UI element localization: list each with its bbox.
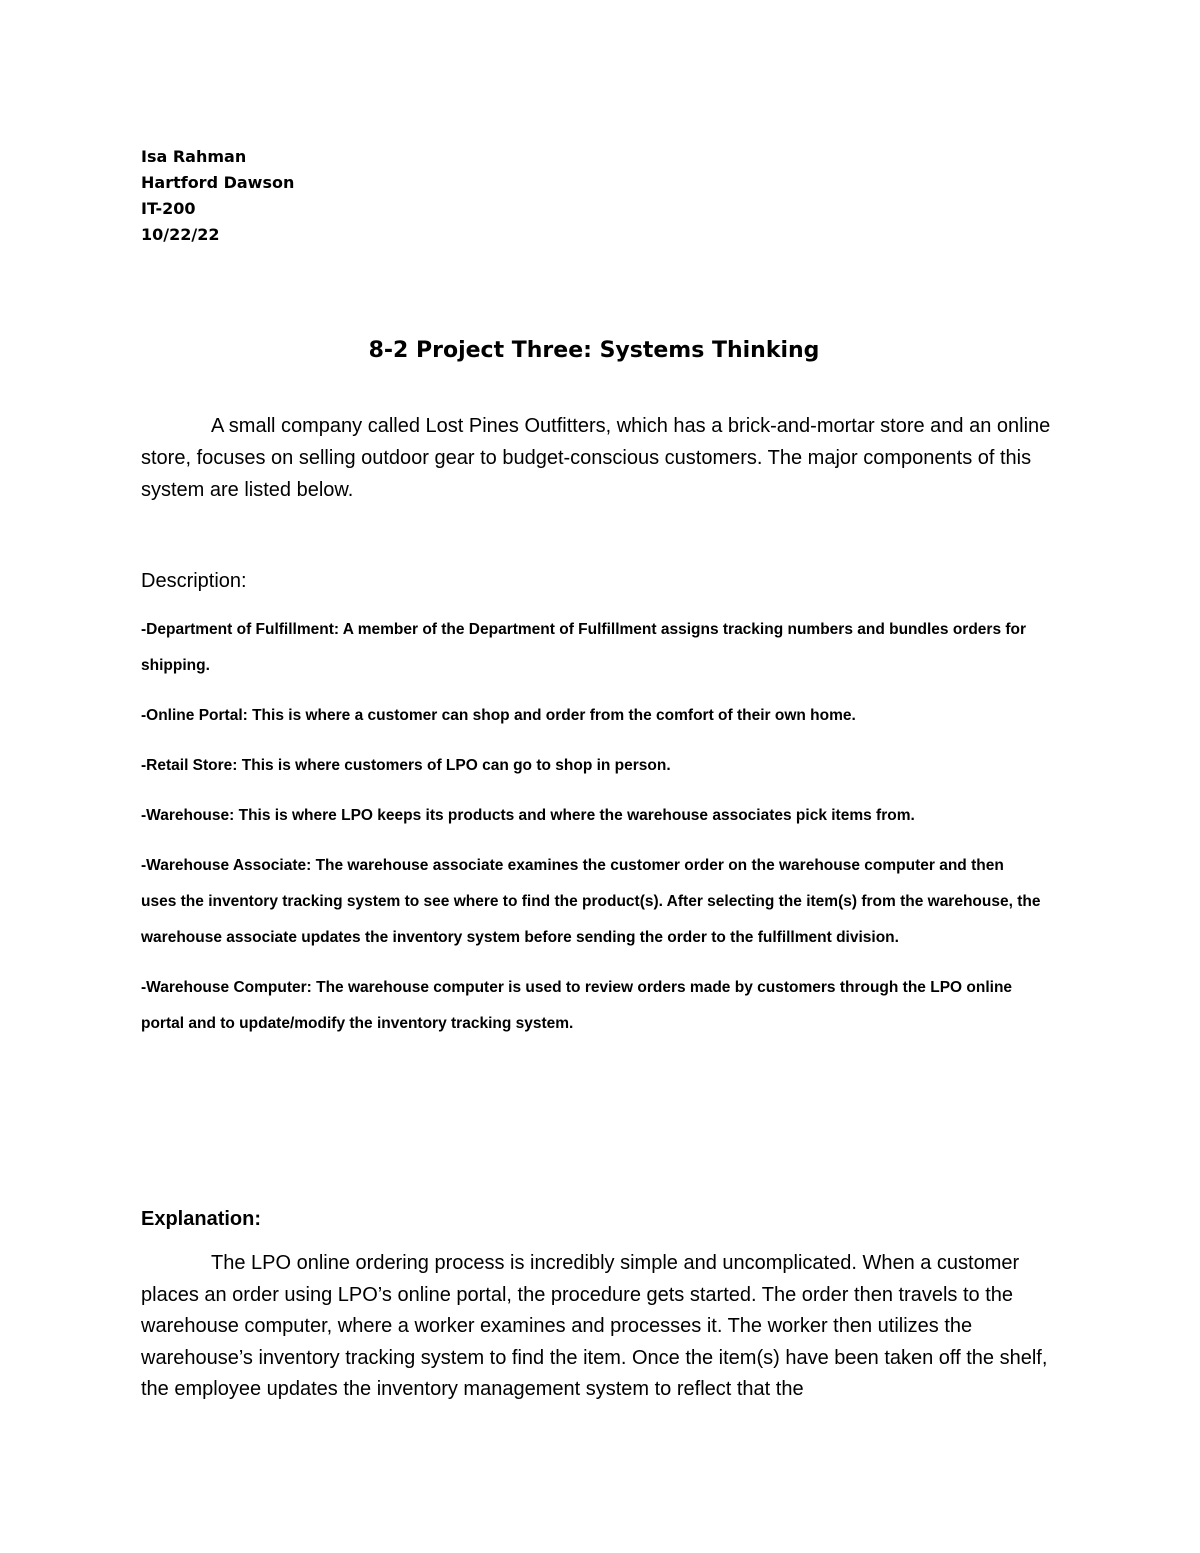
course-code: IT-200	[141, 199, 196, 218]
description-heading: Description:	[141, 570, 247, 592]
intro-paragraph: A small company called Lost Pines Outfitters, which has a brick-and-mortar store and an online store, focuses on selling outdoor gear to budget-conscious customers. The major components of this system are listed below.	[141, 415, 1051, 501]
description-item-warehouse-associate: -Warehouse Associate: The warehouse associate examines the customer order on the warehouse computer and then uses the inventory tracking system to see where to find the product(s). After selecting the item(s) from the warehouse, the warehouse associate updates the inventory system before sending the order to the fulfillment division.	[141, 857, 1041, 946]
description-item-retail-store: -Retail Store: This is where customers of LPO can go to shop in person.	[141, 757, 671, 774]
description-item-warehouse-computer: -Warehouse Computer: The warehouse computer is used to review orders made by customers through the LPO online portal and to update/modify the inventory tracking system.	[141, 979, 1013, 1032]
description-item-online-portal: -Online Portal: This is where a customer can shop and order from the comfort of their own home.	[141, 707, 856, 724]
description-item-fulfillment: -Department of Fulfillment: A member of the Department of Fulfillment assigns tracking numbers and bundles orders for shipping.	[141, 621, 1027, 674]
author-name: Isa Rahman	[141, 147, 247, 166]
explanation-heading: Explanation:	[141, 1208, 262, 1230]
instructor-name: Hartford Dawson	[141, 173, 295, 192]
description-list	[141, 612, 1041, 1042]
description-item-warehouse: -Warehouse: This is where LPO keeps its products and where the warehouse associates pick items from.	[141, 807, 915, 824]
document-title: 8-2 Project Three: Systems Thinking	[368, 338, 820, 363]
header-block	[141, 144, 294, 248]
document-date: 10/22/22	[141, 225, 220, 244]
document-title-row	[0, 336, 1200, 366]
explanation-paragraph: The LPO online ordering process is incredibly simple and uncomplicated. When a customer places an order using LPO’s online portal, the procedure gets started. The order then travels to the warehouse computer, where a worker examines and processes it. The worker then utilizes the warehouse’s inventory tracking system to find the item. Once the item(s) have been taken off the shelf, the employee updates the inventory management system to reflect that the	[141, 1252, 1048, 1400]
